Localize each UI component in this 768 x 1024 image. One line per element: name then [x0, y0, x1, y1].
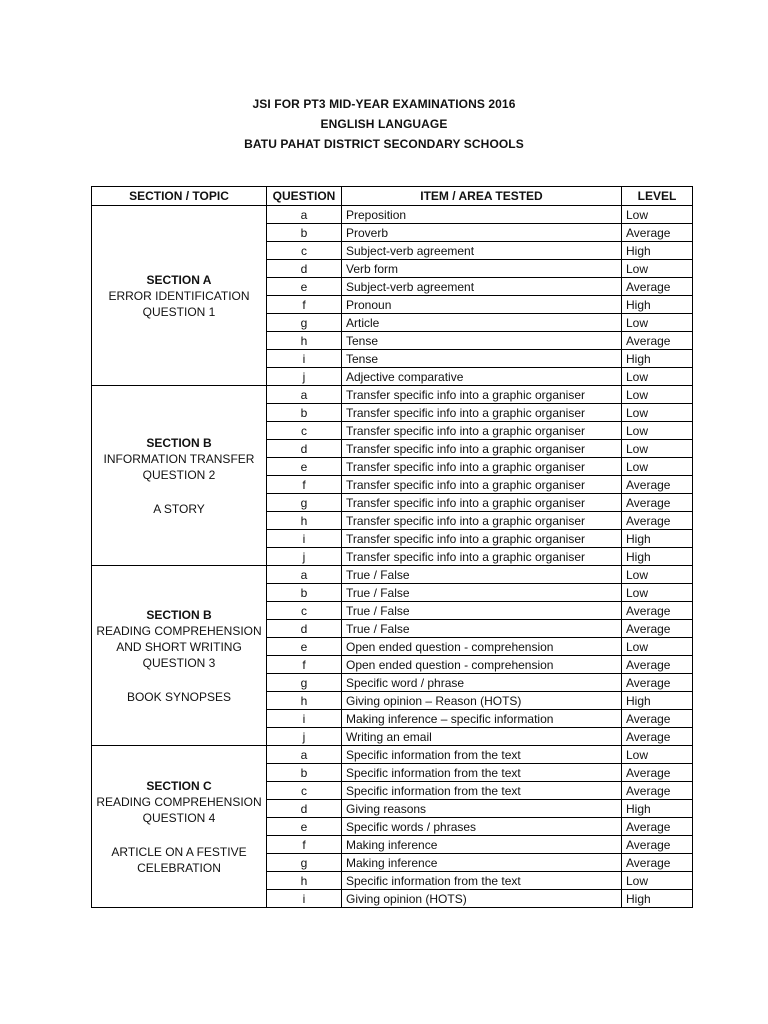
section-spacer: [96, 826, 262, 844]
table-row: [92, 566, 693, 584]
item-cell: Subject-verb agreement: [342, 242, 622, 260]
question-cell: c: [267, 242, 342, 260]
question-cell: a: [267, 746, 342, 764]
level-cell: Average: [622, 494, 693, 512]
section-text-type: CELEBRATION: [137, 860, 221, 875]
section-topic-line: AND SHORT WRITING: [116, 639, 242, 654]
section-title: SECTION B: [146, 607, 212, 622]
level-cell: Average: [622, 818, 693, 836]
section-topic-line: QUESTION 1: [142, 304, 216, 319]
item-cell: Making inference: [342, 836, 622, 854]
question-cell: a: [267, 206, 342, 224]
question-cell: i: [267, 890, 342, 908]
section-topic-cell: [92, 206, 267, 386]
level-cell: Average: [622, 836, 693, 854]
level-cell: High: [622, 350, 693, 368]
item-cell: Writing an email: [342, 728, 622, 746]
level-cell: Low: [622, 314, 693, 332]
question-cell: b: [267, 764, 342, 782]
question-cell: j: [267, 548, 342, 566]
section-title: SECTION B: [146, 435, 212, 450]
question-cell: b: [267, 224, 342, 242]
title-exam: JSI FOR PT3 MID-YEAR EXAMINATIONS 2016: [252, 97, 516, 111]
item-cell: True / False: [342, 620, 622, 638]
question-cell: h: [267, 332, 342, 350]
question-cell: d: [267, 440, 342, 458]
level-cell: Average: [622, 476, 693, 494]
question-cell: i: [267, 530, 342, 548]
table-header-row: [92, 187, 693, 206]
question-cell: d: [267, 620, 342, 638]
level-cell: Average: [622, 656, 693, 674]
section-spacer: [96, 483, 262, 501]
question-cell: c: [267, 602, 342, 620]
section-topic-line: QUESTION 3: [142, 655, 216, 670]
section-text-type: A STORY: [153, 501, 205, 516]
question-cell: a: [267, 566, 342, 584]
question-cell: i: [267, 710, 342, 728]
level-cell: Average: [622, 512, 693, 530]
question-cell: d: [267, 800, 342, 818]
item-cell: Giving reasons: [342, 800, 622, 818]
item-cell: Transfer specific info into a graphic organiser: [342, 458, 622, 476]
level-cell: Low: [622, 206, 693, 224]
col-header-section: SECTION / TOPIC: [92, 187, 267, 206]
item-cell: Tense: [342, 332, 622, 350]
section-topic-line: READING COMPREHENSION: [96, 623, 262, 638]
item-cell: Making inference: [342, 854, 622, 872]
item-cell: Specific information from the text: [342, 746, 622, 764]
item-cell: Transfer specific info into a graphic organiser: [342, 530, 622, 548]
question-cell: h: [267, 692, 342, 710]
table-row: [92, 386, 693, 404]
level-cell: High: [622, 296, 693, 314]
section-title: SECTION C: [146, 778, 212, 793]
level-cell: Low: [622, 404, 693, 422]
level-cell: Average: [622, 602, 693, 620]
item-cell: Transfer specific info into a graphic organiser: [342, 494, 622, 512]
question-cell: g: [267, 314, 342, 332]
question-cell: e: [267, 638, 342, 656]
question-cell: e: [267, 278, 342, 296]
level-cell: Low: [622, 566, 693, 584]
level-cell: Average: [622, 782, 693, 800]
level-cell: Average: [622, 854, 693, 872]
level-cell: Average: [622, 764, 693, 782]
question-cell: e: [267, 818, 342, 836]
level-cell: Average: [622, 332, 693, 350]
question-cell: f: [267, 836, 342, 854]
table-body: [92, 206, 693, 908]
col-header-level: LEVEL: [622, 187, 693, 206]
section-topic-cell: [92, 746, 267, 908]
level-cell: Average: [622, 620, 693, 638]
item-cell: Transfer specific info into a graphic organiser: [342, 404, 622, 422]
item-cell: Article: [342, 314, 622, 332]
question-cell: d: [267, 260, 342, 278]
section-text-type: ARTICLE ON A FESTIVE: [111, 844, 247, 859]
table-row: [92, 206, 693, 224]
question-cell: g: [267, 674, 342, 692]
level-cell: Low: [622, 422, 693, 440]
jsi-table: [91, 186, 693, 908]
item-cell: True / False: [342, 584, 622, 602]
item-cell: Transfer specific info into a graphic organiser: [342, 386, 622, 404]
col-header-question: QUESTION: [267, 187, 342, 206]
question-cell: g: [267, 494, 342, 512]
item-cell: Open ended question - comprehension: [342, 638, 622, 656]
level-cell: Low: [622, 746, 693, 764]
question-cell: h: [267, 872, 342, 890]
level-cell: Average: [622, 710, 693, 728]
level-cell: High: [622, 530, 693, 548]
item-cell: Making inference – specific information: [342, 710, 622, 728]
question-cell: c: [267, 782, 342, 800]
item-cell: Specific word / phrase: [342, 674, 622, 692]
item-cell: Specific information from the text: [342, 764, 622, 782]
question-cell: h: [267, 512, 342, 530]
section-topic-cell: [92, 386, 267, 566]
level-cell: Low: [622, 260, 693, 278]
item-cell: Specific information from the text: [342, 872, 622, 890]
level-cell: High: [622, 890, 693, 908]
item-cell: Adjective comparative: [342, 368, 622, 386]
item-cell: Transfer specific info into a graphic organiser: [342, 476, 622, 494]
question-cell: e: [267, 458, 342, 476]
question-cell: i: [267, 350, 342, 368]
question-cell: b: [267, 404, 342, 422]
item-cell: Proverb: [342, 224, 622, 242]
level-cell: Low: [622, 440, 693, 458]
level-cell: Low: [622, 386, 693, 404]
question-cell: g: [267, 854, 342, 872]
item-cell: Transfer specific info into a graphic organiser: [342, 548, 622, 566]
item-cell: Preposition: [342, 206, 622, 224]
level-cell: Low: [622, 872, 693, 890]
level-cell: Low: [622, 638, 693, 656]
question-cell: j: [267, 728, 342, 746]
question-cell: f: [267, 656, 342, 674]
item-cell: Tense: [342, 350, 622, 368]
item-cell: True / False: [342, 566, 622, 584]
section-spacer: [96, 671, 262, 689]
item-cell: Subject-verb agreement: [342, 278, 622, 296]
item-cell: Transfer specific info into a graphic organiser: [342, 440, 622, 458]
question-cell: a: [267, 386, 342, 404]
level-cell: High: [622, 800, 693, 818]
level-cell: Low: [622, 584, 693, 602]
question-cell: j: [267, 368, 342, 386]
section-title: SECTION A: [146, 272, 212, 287]
level-cell: High: [622, 548, 693, 566]
question-cell: c: [267, 422, 342, 440]
level-cell: Average: [622, 728, 693, 746]
item-cell: Transfer specific info into a graphic organiser: [342, 512, 622, 530]
level-cell: Average: [622, 278, 693, 296]
section-topic-cell: [92, 566, 267, 746]
col-header-item: ITEM / AREA TESTED: [342, 187, 622, 206]
section-text-type: BOOK SYNOPSES: [126, 689, 232, 704]
item-cell: Transfer specific info into a graphic organiser: [342, 422, 622, 440]
title-subject: ENGLISH LANGUAGE: [320, 117, 448, 131]
level-cell: Average: [622, 224, 693, 242]
section-topic-line: QUESTION 2: [142, 467, 216, 482]
level-cell: High: [622, 242, 693, 260]
section-topic-line: INFORMATION TRANSFER: [103, 451, 255, 466]
item-cell: Giving opinion – Reason (HOTS): [342, 692, 622, 710]
question-cell: b: [267, 584, 342, 602]
item-cell: Specific information from the text: [342, 782, 622, 800]
level-cell: Average: [622, 674, 693, 692]
level-cell: Low: [622, 368, 693, 386]
question-cell: f: [267, 476, 342, 494]
question-cell: f: [267, 296, 342, 314]
title-district: BATU PAHAT DISTRICT SECONDARY SCHOOLS: [244, 137, 524, 151]
document-title-block: [0, 94, 768, 154]
item-cell: Giving opinion (HOTS): [342, 890, 622, 908]
item-cell: Verb form: [342, 260, 622, 278]
section-topic-line: ERROR IDENTIFICATION: [108, 288, 250, 303]
level-cell: High: [622, 692, 693, 710]
item-cell: True / False: [342, 602, 622, 620]
item-cell: Pronoun: [342, 296, 622, 314]
section-topic-line: QUESTION 4: [142, 810, 216, 825]
item-cell: Open ended question - comprehension: [342, 656, 622, 674]
table-row: [92, 746, 693, 764]
level-cell: Low: [622, 458, 693, 476]
item-cell: Specific words / phrases: [342, 818, 622, 836]
section-topic-line: READING COMPREHENSION: [96, 794, 262, 809]
